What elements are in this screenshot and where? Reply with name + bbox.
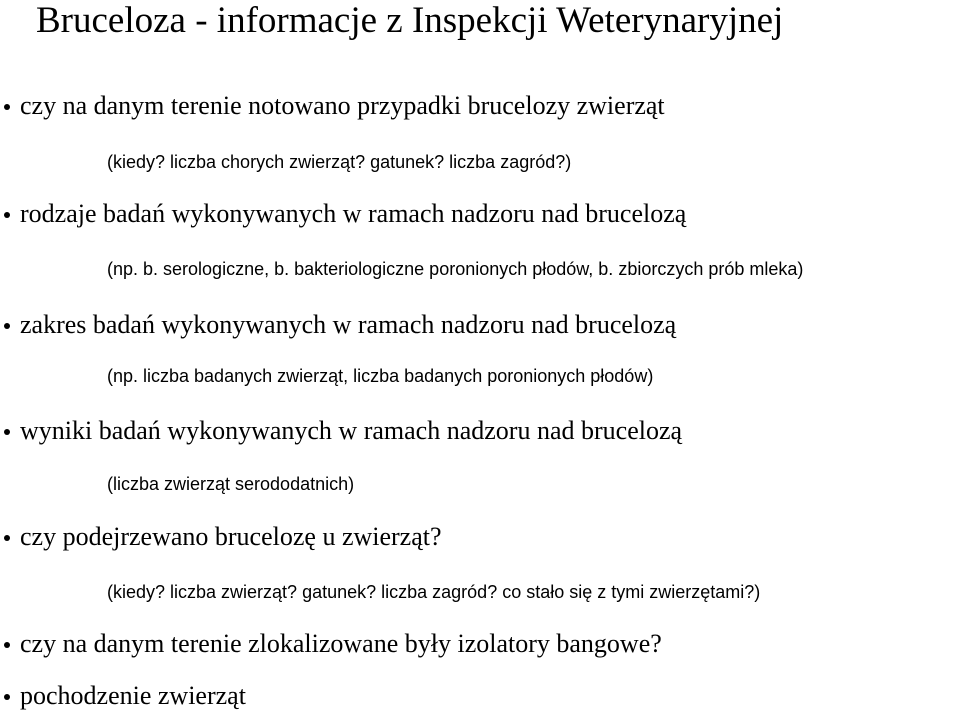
list-item-note: (kiedy? liczba zwierząt? gatunek? liczba zagród? co stało się z tymi zwierzętami?) xyxy=(107,582,761,602)
bullet-icon xyxy=(4,104,10,110)
list-item-note: (np. liczba badanych zwierząt, liczba badanych poronionych płodów) xyxy=(107,366,654,386)
list-item-text: pochodzenie zwierząt xyxy=(20,681,246,710)
bullet-icon xyxy=(4,694,10,700)
list-item-text: rodzaje badań wykonywanych w ramach nadzoru nad brucelozą xyxy=(20,199,687,228)
list-item-note: (np. b. serologiczne, b. bakteriologiczne poronionych płodów, b. zbiorczych prób mleka) xyxy=(107,259,804,279)
list-item xyxy=(0,629,960,659)
list-item xyxy=(0,310,960,340)
list-item xyxy=(0,522,960,552)
list-item-note: (kiedy? liczba chorych zwierząt? gatunek? liczba zagród?) xyxy=(107,152,572,172)
list-item xyxy=(0,681,960,711)
bullet-icon xyxy=(4,642,10,648)
bullet-icon xyxy=(4,429,10,435)
list-item xyxy=(0,416,960,446)
list-item xyxy=(0,199,960,229)
page-title: Bruceloza - informacje z Inspekcji Weterynaryjnej xyxy=(36,0,784,41)
list-item-note: (liczba zwierząt serododatnich) xyxy=(107,474,355,494)
list-item-text: wyniki badań wykonywanych w ramach nadzoru nad brucelozą xyxy=(20,416,683,445)
bullet-icon xyxy=(4,212,10,218)
list-item-text: czy na danym terenie zlokalizowane były izolatory bangowe? xyxy=(20,629,662,658)
list-item xyxy=(0,91,960,121)
list-item-text: zakres badań wykonywanych w ramach nadzoru nad brucelozą xyxy=(20,310,677,339)
bullet-icon xyxy=(4,323,10,329)
list-item-text: czy na danym terenie notowano przypadki brucelozy zwierząt xyxy=(20,91,665,120)
bullet-icon xyxy=(4,535,10,541)
list-item-text: czy podejrzewano brucelozę u zwierząt? xyxy=(20,522,442,551)
